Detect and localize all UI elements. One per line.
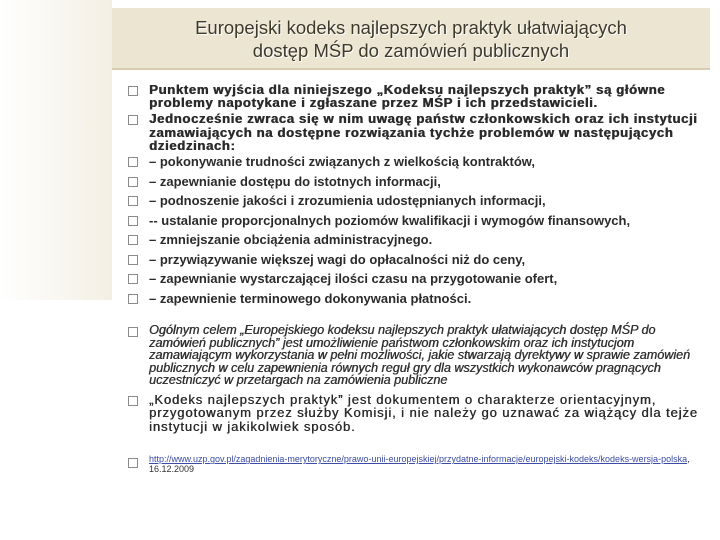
list-item: – podnoszenie jakości i zrozumienia udostępnianych informacji, bbox=[128, 191, 700, 211]
square-bullet-icon bbox=[128, 274, 138, 284]
list-item-source bbox=[128, 455, 700, 474]
list-item: „Kodeks najlepszych praktyk” jest dokumentem o charakterze orientacyjnym, przygotowanym przez służby Komisji, i nie należy go uznawać za wiążący dla tejże instytucji w jakikolwiek sposób. bbox=[128, 393, 700, 433]
square-bullet-icon bbox=[128, 196, 138, 206]
list-item: – przywiązywanie większej wagi do opłacalności niż do ceny, bbox=[128, 250, 700, 270]
list-item: Jednocześnie zwraca się w nim uwagę państw członkowskich oraz ich instytucji zamawiających na dostępne rozwiązania tychże problemów w następujących dziedzinach: bbox=[128, 112, 700, 152]
square-bullet-icon bbox=[128, 396, 138, 406]
source-date: , 16.12.2009 bbox=[149, 454, 690, 474]
decorative-gradient bbox=[0, 0, 112, 300]
bullet-list bbox=[128, 83, 700, 474]
square-bullet-icon bbox=[128, 177, 138, 187]
list-item: – zapewnianie wystarczającej ilości czasu na przygotowanie ofert, bbox=[128, 269, 700, 289]
square-bullet-icon bbox=[128, 216, 138, 226]
square-bullet-icon bbox=[128, 458, 138, 468]
square-bullet-icon bbox=[128, 157, 138, 167]
list-item: Punktem wyjścia dla niniejszego „Kodeksu najlepszych praktyk” są główne problemy napotykane i zgłaszane przez MŚP i ich przedstawicieli. bbox=[128, 83, 700, 109]
title-line-2: dostęp MŚP do zamówień publicznych bbox=[252, 40, 570, 61]
square-bullet-icon bbox=[128, 235, 138, 245]
list-item: – pokonywanie trudności związanych z wielkością kontraktów, bbox=[128, 152, 700, 172]
list-item: – zmniejszanie obciążenia administracyjnego. bbox=[128, 230, 700, 250]
slide-title bbox=[112, 16, 710, 62]
list-item: -- ustalanie proporcjonalnych poziomów kwalifikacji i wymogów finansowych, bbox=[128, 211, 700, 231]
list-item: – zapewnianie dostępu do istotnych informacji, bbox=[128, 172, 700, 192]
title-line-1: Europejski kodeks najlepszych praktyk ułatwiających bbox=[195, 17, 627, 38]
square-bullet-icon bbox=[128, 86, 138, 96]
square-bullet-icon bbox=[128, 294, 138, 304]
square-bullet-icon bbox=[128, 255, 138, 265]
list-item: – zapewnienie terminowego dokonywania płatności. bbox=[128, 289, 700, 309]
square-bullet-icon bbox=[128, 115, 138, 125]
list-item: Ogólnym celem „Europejskiego kodeksu najlepszych praktyk ułatwiających dostęp MŚP do zamówień publicznych” jest umożliwienie państwom członkowskim oraz ich instytucjom zamawiającym wykorzystania w pełni możliwości, jakie stwarzają dyrektywy w sprawie zamówień publicznych w celu zapewnienia równych reguł gry dla wszystkich wykonawców pragnących uczestniczyć w przetargach na zamówienia publiczne bbox=[128, 324, 700, 387]
square-bullet-icon bbox=[128, 327, 138, 337]
source-link[interactable]: http://www.uzp.gov.pl/zagadnienia-merytoryczne/prawo-unii-europejskiej/przydatne-informacje/europejski-kodeks/kodeks-wersja-polska bbox=[149, 454, 688, 465]
title-divider bbox=[112, 68, 710, 70]
